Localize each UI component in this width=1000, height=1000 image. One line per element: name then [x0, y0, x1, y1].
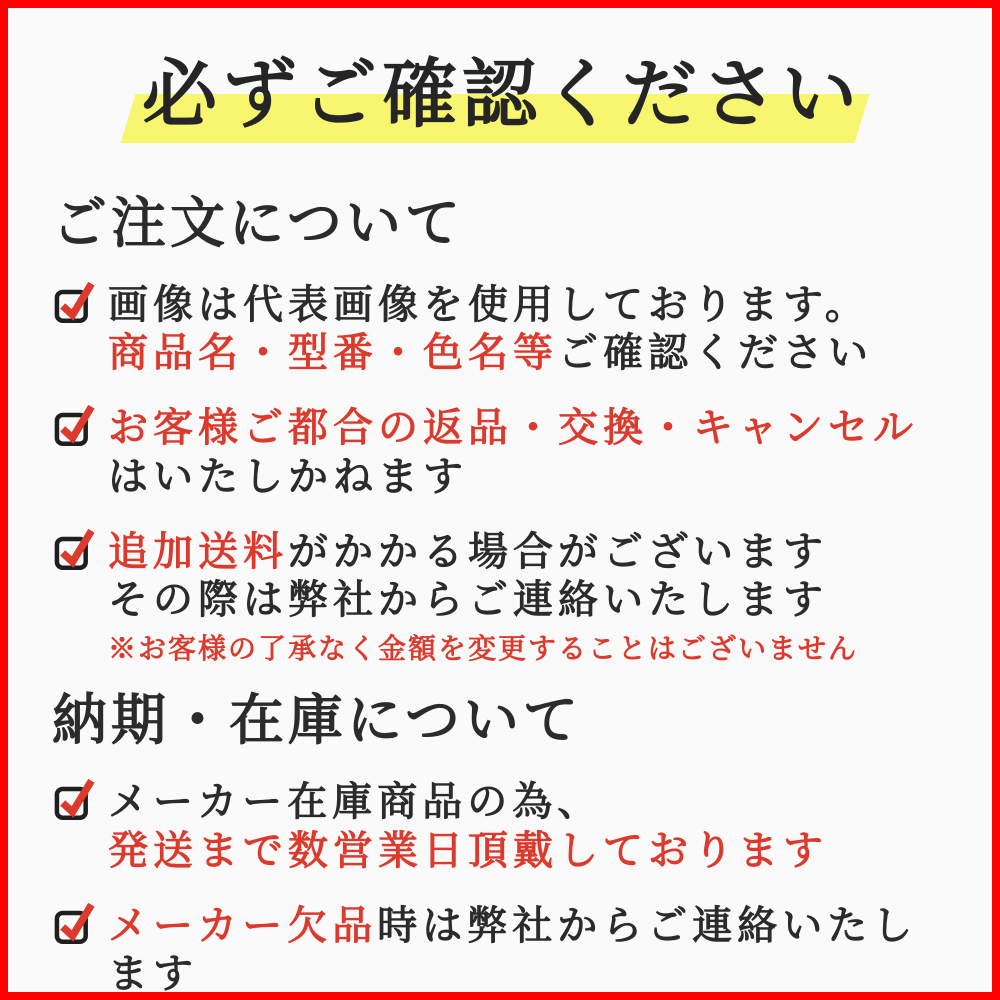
body-text: 時は弊社からご連絡いたします [108, 902, 918, 997]
item-text [108, 404, 918, 502]
emphasis-text: 発送まで数営業日頂戴しております [108, 827, 828, 873]
note-text: ※お客様の了承なく金額を変更することはございません [108, 634, 859, 666]
checked-checkbox-icon [52, 778, 98, 821]
checklist-item [52, 404, 952, 502]
body-text: メーカー在庫商品の為、 [108, 778, 603, 824]
checked-checkbox-icon [52, 281, 98, 324]
page-title: 必ずご確認ください [141, 54, 862, 137]
item-line [108, 902, 952, 1000]
checked-checkbox-icon [52, 528, 98, 571]
item-line [108, 453, 918, 502]
item-text [108, 528, 858, 668]
emphasis-text: 追加送料 [108, 528, 288, 574]
checklist-item [52, 778, 952, 876]
checked-checkbox-icon [52, 404, 98, 447]
checklist-item [52, 528, 952, 668]
item-line [108, 778, 828, 827]
body-text: はいたしかねます [108, 453, 468, 499]
item-line [108, 576, 858, 625]
body-text: がかかる場合がございます [288, 528, 828, 574]
item-line [108, 827, 828, 876]
item-line [108, 404, 918, 453]
body-text: その際は弊社からご連絡いたします [108, 577, 828, 623]
emphasis-text: お客様ご都合の返品・交換・キャンセル [108, 405, 918, 451]
item-text [108, 902, 952, 1000]
item-text [108, 778, 828, 876]
emphasis-text: 商品名・型番・色名等 [108, 330, 558, 376]
item-line [108, 329, 873, 378]
item-line [108, 528, 858, 577]
body-text: ご確認ください [558, 330, 873, 376]
section-heading: 納期・在庫について [52, 690, 582, 752]
sections-container [52, 194, 952, 999]
checklist-item [52, 902, 952, 1000]
title-banner [52, 44, 952, 148]
item-line [108, 281, 873, 330]
body-text: 画像は代表画像を使用しております。 [108, 281, 870, 327]
notice-section [52, 194, 952, 667]
emphasis-text: メーカー欠品 [108, 902, 378, 948]
section-heading: ご注文について [52, 193, 464, 254]
item-text [108, 281, 873, 379]
notice-section [52, 691, 952, 999]
checked-checkbox-icon [52, 902, 98, 945]
checklist-item [52, 281, 952, 379]
